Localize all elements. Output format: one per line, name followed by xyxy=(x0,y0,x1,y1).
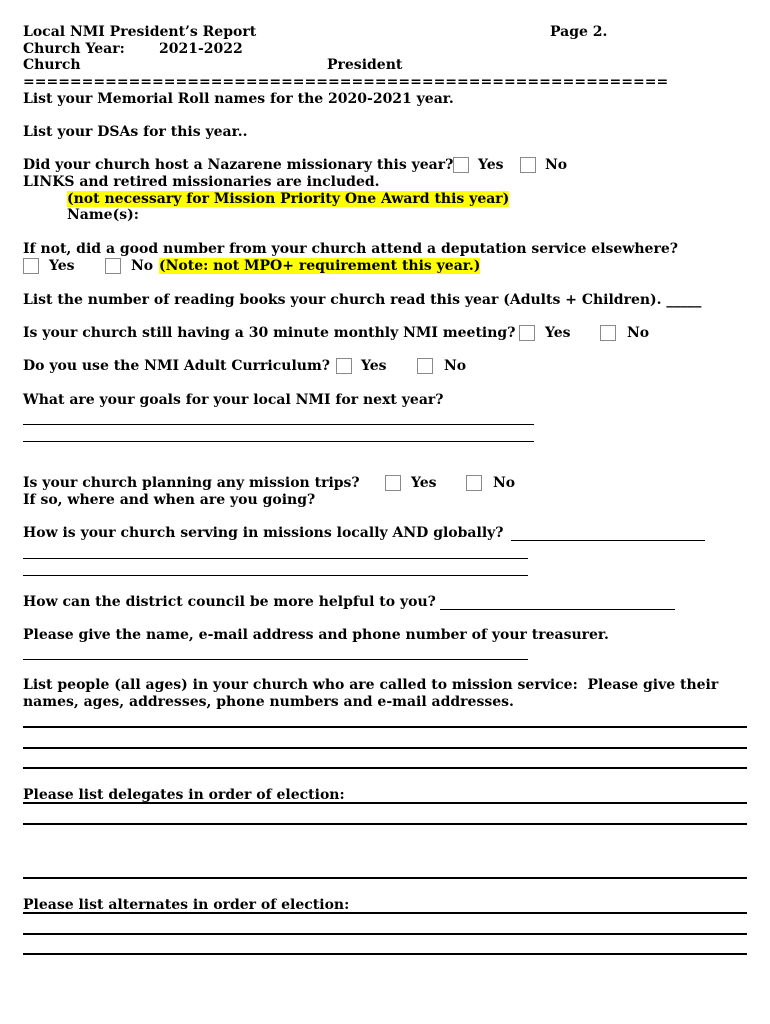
trips-yes-label: Yes xyxy=(411,475,437,491)
treasurer-question: Please give the name, e-mail address and phone number of your treasurer. xyxy=(23,627,609,643)
goals-answer-line-1[interactable] xyxy=(23,424,534,425)
mpo-award-note: (not necessary for Mission Priority One Award this year) xyxy=(67,191,510,207)
monthly-meeting-question: Is your church still having a 30 minute monthly NMI meeting? xyxy=(23,325,516,341)
memorial-roll-question: List your Memorial Roll names for the 2020-2021 year. xyxy=(23,91,454,107)
curriculum-yes-label: Yes xyxy=(361,358,387,374)
council-answer-line[interactable] xyxy=(440,609,675,610)
reading-books-question: List the number of reading books your church read this year (Adults + Children). _____ xyxy=(23,292,702,308)
deputation-note: (Note: not MPO+ requirement this year.) xyxy=(159,258,481,274)
church-label: Church xyxy=(23,57,81,73)
delegates-answer-line-3[interactable] xyxy=(23,877,747,879)
deputation-no-label: No xyxy=(131,258,154,274)
report-title: Local NMI President’s Report xyxy=(23,24,257,40)
called-answer-line-1[interactable] xyxy=(23,726,747,728)
church-year-value: 2021-2022 xyxy=(159,41,243,57)
meeting-yes-label: Yes xyxy=(545,325,571,341)
serving-missions-question: How is your church serving in missions locally AND globally? xyxy=(23,525,504,541)
called-answer-line-3[interactable] xyxy=(23,767,747,769)
deputation-question: If not, did a good number from your church attend a deputation service elsewhere? xyxy=(23,241,678,257)
trips-where-question: If so, where and when are you going? xyxy=(23,492,316,508)
missionary-yes-checkbox[interactable] xyxy=(453,157,469,173)
serving-answer-line-2[interactable] xyxy=(23,575,528,576)
goals-question: What are your goals for your local NMI for next year? xyxy=(23,392,444,408)
president-label: President xyxy=(327,57,403,73)
trips-no-checkbox[interactable] xyxy=(466,475,482,491)
delegates-answer-line-2[interactable] xyxy=(23,823,747,825)
mission-trips-question: Is your church planning any mission trips? xyxy=(23,475,360,491)
meeting-yes-checkbox[interactable] xyxy=(519,325,535,341)
missionary-no-label: No xyxy=(545,157,568,173)
missionary-question: Did your church host a Nazarene missionary this year? xyxy=(23,157,454,173)
serving-answer-inline[interactable] xyxy=(511,540,705,541)
alternates-question: Please list alternates in order of election: xyxy=(23,897,350,913)
curriculum-yes-checkbox[interactable] xyxy=(336,358,352,374)
curriculum-question: Do you use the NMI Adult Curriculum? xyxy=(23,358,330,374)
dsas-question: List your DSAs for this year.. xyxy=(23,124,248,140)
header-separator: ======================================================= xyxy=(23,74,669,90)
names-label: Name(s): xyxy=(67,207,139,223)
deputation-no-checkbox[interactable] xyxy=(105,258,121,274)
called-to-mission-question-line-2: names, ages, addresses, phone numbers and e-mail addresses. xyxy=(23,694,514,710)
curriculum-no-checkbox[interactable] xyxy=(417,358,433,374)
missionary-no-checkbox[interactable] xyxy=(520,157,536,173)
meeting-no-checkbox[interactable] xyxy=(600,325,616,341)
goals-answer-line-2[interactable] xyxy=(23,441,534,442)
alternates-answer-line-2[interactable] xyxy=(23,933,747,935)
church-year-label: Church Year: xyxy=(23,41,125,57)
serving-answer-line-1[interactable] xyxy=(23,558,528,559)
page-number: Page 2. xyxy=(550,24,608,40)
deputation-yes-checkbox[interactable] xyxy=(23,258,39,274)
alternates-answer-line-1[interactable] xyxy=(23,912,747,914)
called-answer-line-2[interactable] xyxy=(23,747,747,749)
curriculum-no-label: No xyxy=(444,358,467,374)
trips-no-label: No xyxy=(493,475,516,491)
trips-yes-checkbox[interactable] xyxy=(385,475,401,491)
meeting-no-label: No xyxy=(627,325,650,341)
called-to-mission-question-line-1: List people (all ages) in your church who are called to mission service: Please give their xyxy=(23,677,719,693)
missionary-yes-label: Yes xyxy=(478,157,504,173)
delegates-question: Please list delegates in order of election: xyxy=(23,787,345,803)
treasurer-answer-line[interactable] xyxy=(23,659,528,660)
delegates-answer-line-1[interactable] xyxy=(23,802,747,804)
district-council-question: How can the district council be more helpful to you? xyxy=(23,594,436,610)
links-note: LINKS and retired missionaries are included. xyxy=(23,174,380,190)
alternates-answer-line-3[interactable] xyxy=(23,953,747,955)
deputation-yes-label: Yes xyxy=(49,258,75,274)
